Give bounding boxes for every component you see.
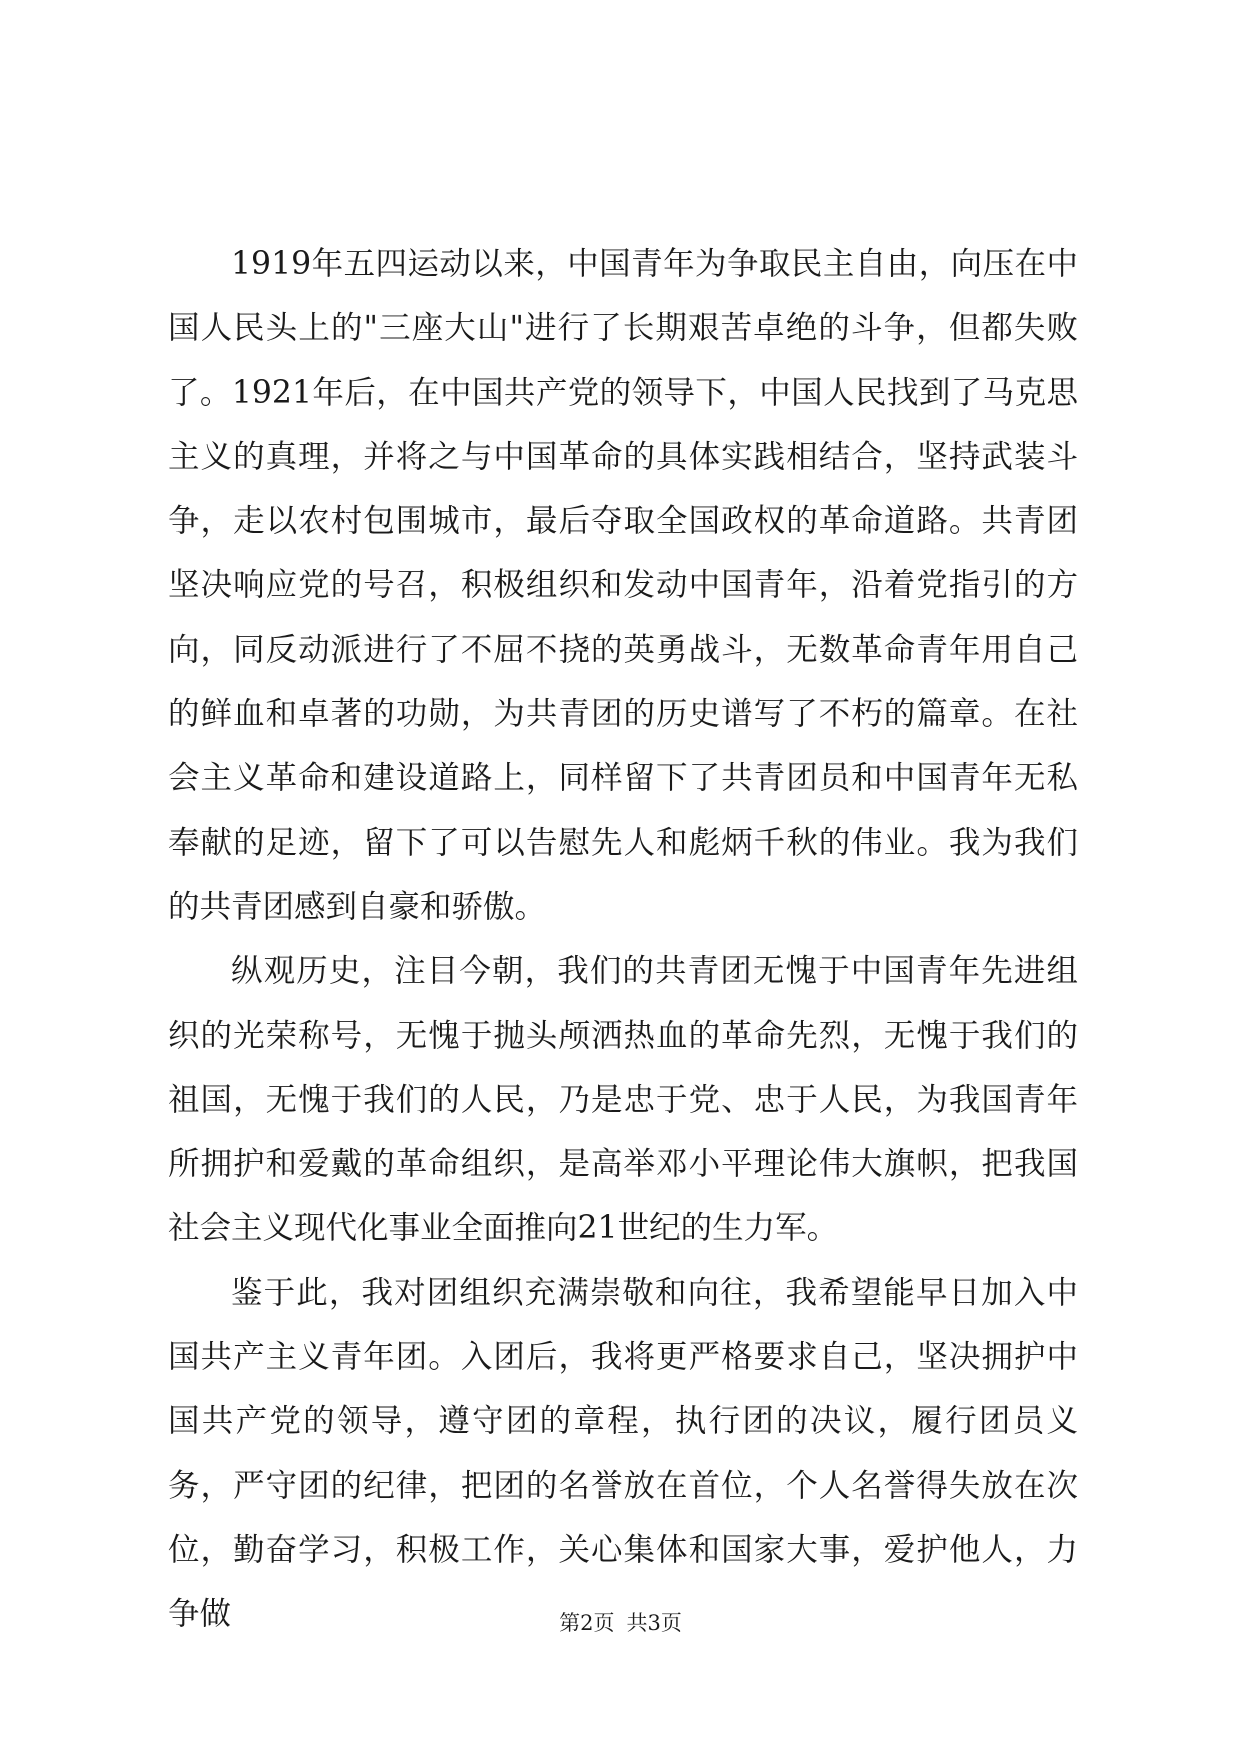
paragraph-1: 1919年五四运动以来，中国青年为争取民主自由，向压在中国人民头上的"三座大山"进行了长期艰苦卓绝的斗争，但都失败了。1921年后，在中国共产党的领导下，中国人民找到了马克思主义的真理，并将之与中国革命的具体实践相结合，坚持武装斗争，走以农村包围城市，最后夺取全国政权的革命道路。共青团坚决响应党的号召，积极组织和发动中国青年，沿着党指引的方向，同反动派进行了不屈不挠的英勇战斗，无数革命青年用自己的鲜血和卓著的功勋，为共青团的历史谱写了不朽的篇章。在社会主义革命和建设道路上，同样留下了共青团员和中国青年无私奉献的足迹，留下了可以告慰先人和彪炳千秋的伟业。我为我们的共青团感到自豪和骄傲。	[168, 246, 1078, 925]
paragraph-2: 纵观历史，注目今朝，我们的共青团无愧于中国青年先进组织的光荣称号，无愧于抛头颅洒热血的革命先烈，无愧于我们的祖国，无愧于我们的人民，乃是忠于党、忠于人民，为我国青年所拥护和爱戴的革命组织，是高举邓小平理论伟大旗帜，把我国社会主义现代化事业全面推向21世纪的生力军。	[168, 953, 1078, 1247]
paragraph-3: 鉴于此，我对团组织充满崇敬和向往，我希望能早日加入中国共产主义青年团。入团后，我将更严格要求自己，坚决拥护中国共产党的领导，遵守团的章程，执行团的决议，履行团员义务，严守团的纪律，把团的名誉放在首位，个人名誉得失放在次位，勤奋学习，积极工作，关心集体和国家大事，爱护他人，力争做	[168, 1274, 1078, 1633]
total-pages: 共3页	[626, 1611, 682, 1635]
document-body	[168, 232, 1078, 1647]
page-number: 第2页	[559, 1611, 615, 1635]
page-footer	[0, 1608, 1241, 1638]
